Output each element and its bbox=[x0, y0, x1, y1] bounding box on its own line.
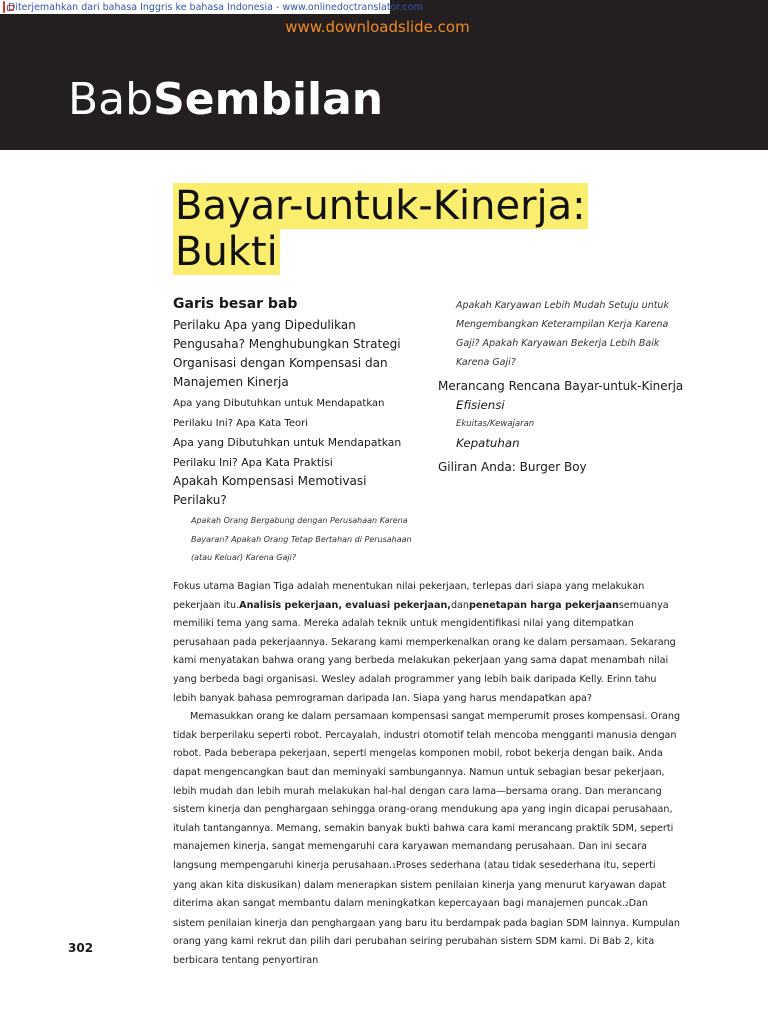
outline-item: Giliran Anda: Burger Boy bbox=[438, 460, 587, 474]
paragraph bbox=[173, 578, 681, 708]
text-run: Proses sederhana (atau tidak sesederhana itu, seperti yang akan kita diskusikan) dalam menerapkan sistem penilaian kinerja yang menurut karyawan dapat diterima akan sangat membantu dalam meningkatkan kepercayaan bagi manajemen puncak. bbox=[173, 859, 667, 910]
chapter-prefix: Bab bbox=[68, 74, 154, 125]
outline-subitem: Kepatuhan bbox=[456, 436, 520, 450]
text-run: Memasukkan orang ke dalam persamaan kompensasi sangat memperumit proses kompensasi. Orang tidak berperilaku seperti robot. Percayalah, industri otomotif telah mencoba mengganti manusia dengan robot. Pada beberapa pekerjaan, seperti mengelas komponen mobil, robot bekerja dengan baik. Anda dapat mengencangkan baut dan meminyaki sambungannya. Namun untuk sebagian besar pekerjaan, lebih mudah dan lebih murah melakukan hal-hal dengan cara lama—bersama orang. Dan merancang sistem kinerja dan penghargaan sehingga orang-orang mendukung apa yang ingin dicapai perusahaan, itulah tantangannya. Memang, semakin banyak bukti bahwa cara kami merancang praktik SDM, seperti manajemen kinerja, sangat memengaruhi cara karyawan memandang perusahaan. Dan ini secara langsung mempengaruhi kinerja perusahaan. bbox=[173, 711, 681, 871]
title-line-1: Bayar-untuk-Kinerja: bbox=[175, 183, 586, 229]
chapter-title bbox=[68, 72, 383, 128]
outline-item: Apakah Kompensasi Memotivasi Perilaku? bbox=[173, 474, 367, 507]
chapter-name: Sembilan bbox=[153, 74, 384, 125]
outline-subitem: Efisiensi bbox=[456, 398, 505, 412]
translate-icon bbox=[3, 1, 5, 13]
site-url[interactable]: www.downloadslide.com bbox=[285, 18, 470, 36]
chapter-header-band bbox=[0, 0, 768, 150]
key-term: Analisis pekerjaan, evaluasi pekerjaan, bbox=[239, 599, 451, 611]
page-number: 302 bbox=[68, 941, 94, 955]
translator-link[interactable]: Diterjemahkan dari bahasa Inggris ke bahasa Indonesia - www.onlinedoctranslator.com bbox=[8, 1, 423, 13]
outline-subitem: Apa yang Dibutuhkan untuk Mendapatkan Perilaku Ini? Apa Kata Praktisi bbox=[173, 436, 402, 469]
outline-subitem: Apakah Orang Bergabung dengan Perusahaan Karena Bayaran? Apakah Orang Tetap Bertahan di Perusahaan (atau Keluar) Karena Gaji? bbox=[191, 516, 412, 562]
footnote-marker: 2 bbox=[624, 901, 629, 909]
chapter-main-title bbox=[173, 183, 588, 275]
outline-right-column bbox=[438, 296, 688, 477]
text-run: semuanya memiliki tema yang sama. Mereka adalah teknik untuk mengidentifikasi nilai yang ditempatkan perusahaan pada pekerjaannya. Sekarang kami memperkenalkan orang ke dalam persamaan. Sekarang kami menyatakan bahwa orang yang berbeda melakukan pekerjaan yang sama dapat menambah nilai yang berbeda bagi organisasi. Wesley adalah programmer yang lebih baik daripada Kelly. Erinn tahu lebih banyak bahasa pemrograman daripada Ian. Siapa yang harus mendapatkan apa? bbox=[173, 599, 676, 704]
outline-subitem: Apa yang Dibutuhkan untuk Mendapatkan Perilaku Ini? Apa Kata Teori bbox=[173, 398, 385, 429]
outline-subitem: Ekuitas/Kewajaran bbox=[456, 419, 535, 429]
outline-item: Merancang Rencana Bayar-untuk-Kinerja bbox=[438, 379, 684, 393]
paragraph bbox=[173, 708, 681, 970]
title-line-2: Bukti bbox=[175, 229, 278, 275]
text-run: Fokus utama Bagian Tiga adalah menentukan nilai pekerjaan, terlepas dari siapa yang melakukan pekerjaan itu. bbox=[173, 581, 645, 611]
key-term: penetapan harga pekerjaan bbox=[469, 599, 619, 611]
body-text bbox=[173, 578, 681, 970]
outline-item: Perilaku Apa yang Dipedulikan Pengusaha? Menghubungkan Strategi Organisasi dengan Kompensasi dan Manajemen Kinerja bbox=[173, 318, 401, 389]
footnote-marker: 1 bbox=[392, 862, 396, 870]
translator-bar[interactable] bbox=[0, 0, 423, 14]
text-run: dan bbox=[450, 599, 469, 611]
outline-left-column bbox=[173, 296, 418, 568]
outline-subitem: Apakah Karyawan Lebih Mudah Setuju untuk Mengembangkan Keterampilan Kerja Karena Gaji? Apakah Karyawan Bekerja Lebih Baik Karena Gaji? bbox=[456, 300, 669, 368]
outline-heading: Garis besar bab bbox=[173, 296, 298, 312]
text-run: Dan sistem penilaian kinerja dan penghargaan yang baru itu berdampak pada bagian SDM lainnya. Kumpulan orang yang kami rekrut dan pilih dari perubahan seiring perubahan sistem SDM kami. Di Bab 2, kita berbicara tentang penyortiran bbox=[173, 898, 681, 966]
